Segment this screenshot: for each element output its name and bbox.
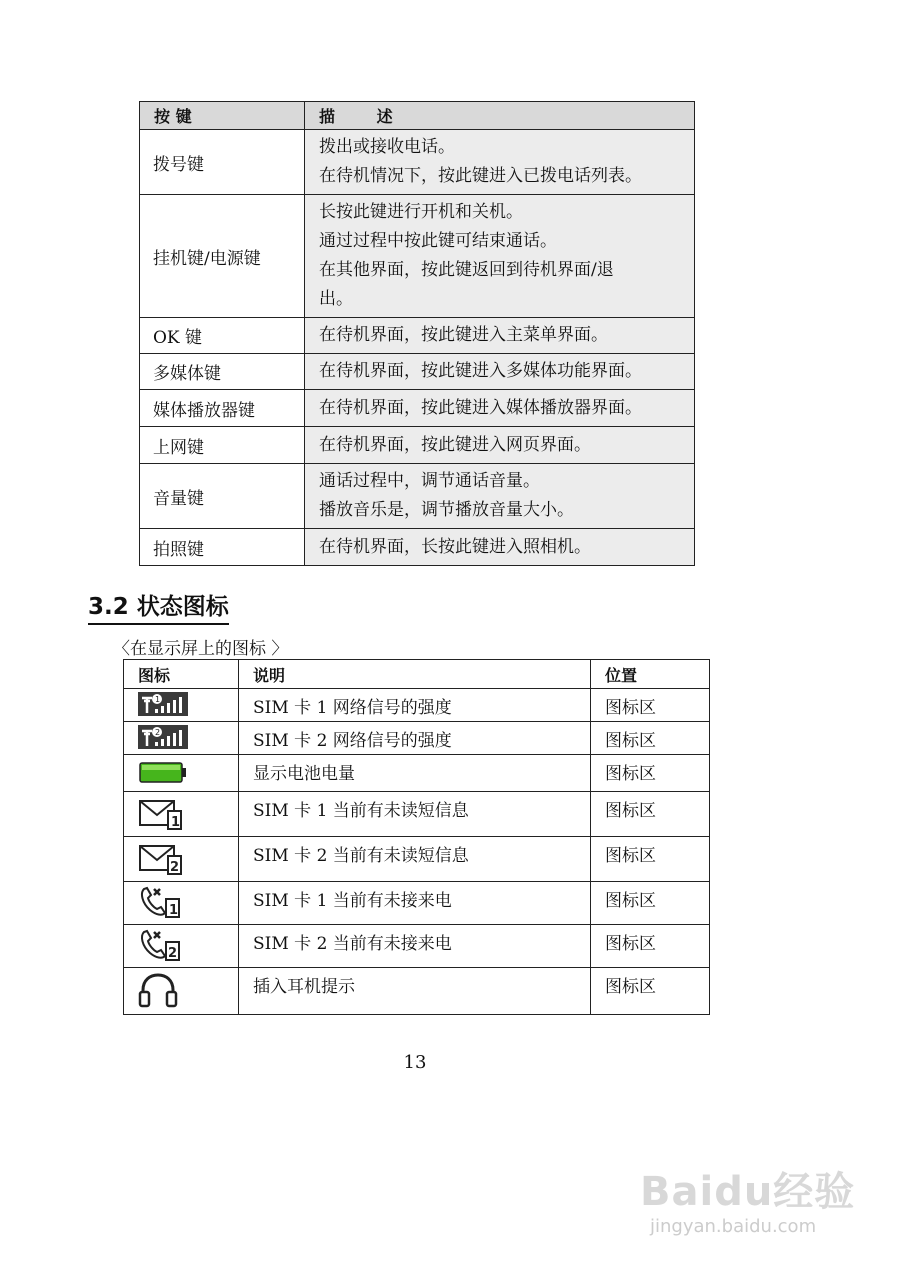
svg-text:1: 1 [171,815,181,830]
position-cell: 图标区 [591,882,710,925]
desc-cell [305,318,695,354]
watermark-logo: Baidu经验 [640,1169,856,1215]
table-row [124,925,710,968]
desc-line: 在待机界面，按此键进入媒体播放器界面。 [319,397,642,418]
position-cell: 图标区 [591,792,710,837]
icon-cell [124,837,239,882]
position-cell: 图标区 [591,722,710,755]
header-icon: 图标 [124,660,239,689]
desc-line: 在其他界面，按此键返回到待机界面/退 [319,260,614,280]
table-row [124,755,710,792]
desc-line: 播放音乐是，调节播放音量大小。 [319,500,574,520]
table-row [140,390,695,427]
signal-sim2-icon [138,725,188,749]
desc-line: 在待机情况下，按此键进入已拨电话列表。 [319,166,642,186]
page-number: 13 [403,1052,427,1073]
section-number: 3.2 [88,594,129,620]
unread-sms-sim1-icon [138,795,184,831]
key-cell: 上网键 [140,427,305,464]
desc-line: 出。 [319,289,353,309]
desc-cell [305,354,695,390]
key-cell: 音量键 [140,464,305,529]
table-row [140,195,695,318]
desc-line: 在待机界面，长按此键进入照相机。 [319,536,591,557]
icon-cell [124,755,239,792]
key-cell: 拍照键 [140,529,305,566]
position-cell: 图标区 [591,968,710,1015]
icon-cell [124,882,239,925]
table-caption: 〈在显示屏上的图标 〉 [113,639,289,659]
signal-sim1-icon [138,692,188,716]
key-cell: 拨号键 [140,130,305,195]
table-row [140,318,695,354]
desc-cell: 显示电池电量 [239,755,591,792]
headset-icon [138,971,182,1009]
desc-line: 通过过程中按此键可结束通话。 [319,231,557,251]
key-cell: 挂机键/电源键 [140,195,305,318]
position-cell: 图标区 [591,925,710,968]
header-position: 位置 [591,660,710,689]
header-key: 按 键 [140,102,305,130]
key-cell: OK 键 [140,318,305,354]
desc-cell: SIM 卡 2 网络信号的强度 [239,722,591,755]
desc-cell: 插入耳机提示 [239,968,591,1015]
desc-line: 在待机界面，按此键进入网页界面。 [319,434,591,455]
key-cell: 媒体播放器键 [140,390,305,427]
desc-cell [305,390,695,427]
desc-line: 长按此键进行开机和关机。 [319,202,523,222]
table-row [124,882,710,925]
icon-cell [124,925,239,968]
desc-line: 拨出或接收电话。 [319,137,455,157]
svg-text:2: 2 [168,946,178,961]
table-row [124,968,710,1015]
section-heading [88,588,229,625]
desc-cell [305,195,695,318]
desc-line: 在待机界面，按此键进入多媒体功能界面。 [319,361,642,381]
desc-cell [305,130,695,195]
icons-table [123,659,710,1015]
svg-text:2: 2 [170,860,180,875]
table-row [124,689,710,722]
icons-table-header [124,660,710,689]
desc-line: 通话过程中，调节通话音量。 [319,471,540,491]
desc-cell: SIM 卡 1 当前有未接来电 [239,882,591,925]
desc-cell [305,427,695,464]
svg-text:2: 2 [155,728,161,737]
section-title: 状态图标 [136,594,229,620]
table-row [124,837,710,882]
table-row [140,464,695,529]
icon-cell [124,792,239,837]
icon-cell [124,722,239,755]
keys-table [139,101,695,566]
battery-icon [138,758,188,786]
keys-table-header [140,102,695,130]
svg-text:1: 1 [155,695,161,704]
icon-cell [124,968,239,1015]
table-row [124,722,710,755]
table-row [140,130,695,195]
table-row [140,427,695,464]
desc-cell [305,464,695,529]
header-description: 说明 [239,660,591,689]
table-row [140,529,695,566]
header-desc: 描 述 [305,102,695,130]
table-row [140,354,695,390]
position-cell: 图标区 [591,689,710,722]
missed-call-sim2-icon [138,928,184,962]
desc-cell [305,529,695,566]
icon-cell [124,689,239,722]
svg-text:1: 1 [169,903,179,918]
unread-sms-sim2-icon [138,840,184,876]
watermark-url: jingyan.baidu.com [650,1216,817,1237]
table-row [124,792,710,837]
position-cell: 图标区 [591,837,710,882]
desc-cell: SIM 卡 2 当前有未接来电 [239,925,591,968]
desc-cell: SIM 卡 1 网络信号的强度 [239,689,591,722]
key-cell: 多媒体键 [140,354,305,390]
desc-line: 在待机界面，按此键进入主菜单界面。 [319,325,608,345]
desc-cell: SIM 卡 2 当前有未读短信息 [239,837,591,882]
missed-call-sim1-icon [138,885,184,919]
position-cell: 图标区 [591,755,710,792]
desc-cell: SIM 卡 1 当前有未读短信息 [239,792,591,837]
